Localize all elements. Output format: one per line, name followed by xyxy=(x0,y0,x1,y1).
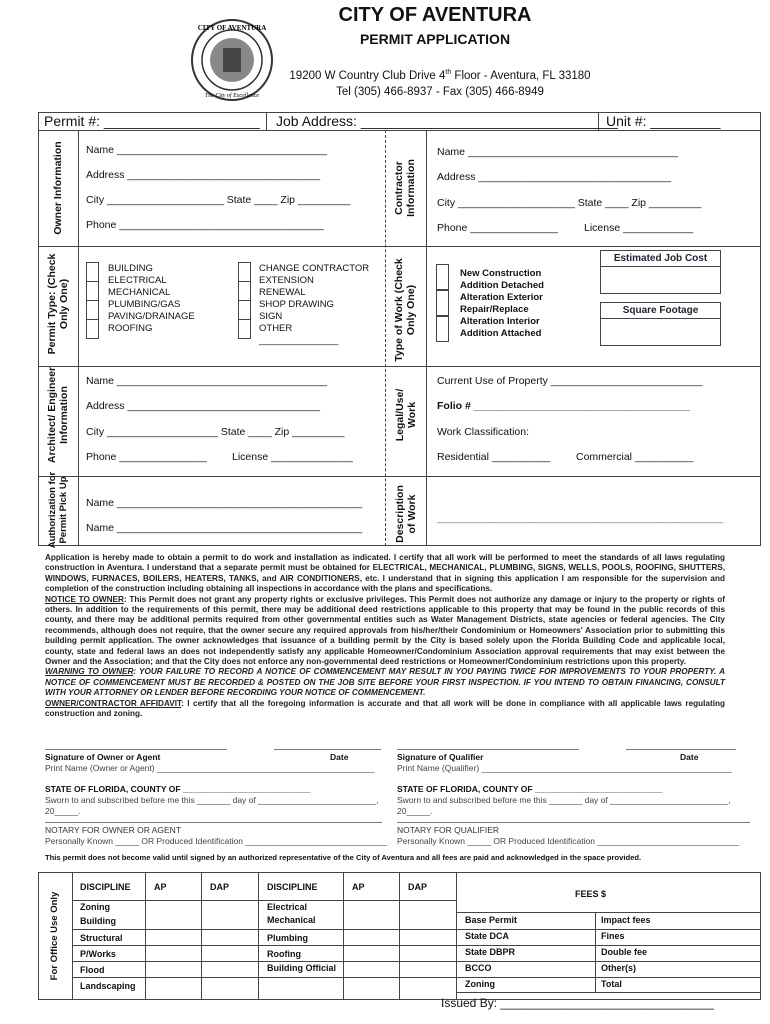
header-discipline-2: DISCIPLINE xyxy=(267,882,318,892)
permit-type-electrical: ELECTRICAL xyxy=(108,275,167,286)
permit-type-checkbox-change-contractor[interactable] xyxy=(238,262,251,282)
permit-type-change-contractor: CHANGE CONTRACTOR xyxy=(259,263,370,274)
legal-use-work-label: Legal/Use/ Work xyxy=(394,388,418,442)
description-of-work-field[interactable]: _________________________________________________ xyxy=(437,512,724,524)
svg-text:The City of Excellence: The City of Excellence xyxy=(204,93,260,99)
qualifier-signature-label[interactable]: Signature of Qualifier xyxy=(397,752,484,762)
discipline-plumbing: Plumbing xyxy=(267,933,308,943)
permit-number-field[interactable]: Permit #: ____________________ xyxy=(44,113,260,129)
permit-type-checkbox-shop-drawing[interactable] xyxy=(238,319,251,339)
fee-state-dca: State DCA xyxy=(465,931,510,941)
work-type-new-construction: New Construction xyxy=(460,268,542,279)
qualifier-year-field[interactable]: 20_____. xyxy=(397,806,433,816)
owner-year-field[interactable]: 20_____. xyxy=(45,806,81,816)
work-type-checkbox-1[interactable] xyxy=(436,264,449,290)
discipline-landscaping: Landscaping xyxy=(80,981,136,991)
permit-type-renewal: RENEWAL xyxy=(259,287,306,298)
contractor-phone-field[interactable]: Phone _______________ xyxy=(437,222,558,234)
form-title: PERMIT APPLICATION xyxy=(359,31,511,47)
discipline-building: Building xyxy=(80,916,116,926)
owner-sworn-field[interactable]: Sworn to and subscribed before me this _______ day of _________________________, xyxy=(45,795,379,805)
permit-type-other-field[interactable]: _______________ xyxy=(259,335,339,346)
architect-address-field[interactable]: Address _________________________________ xyxy=(86,400,321,412)
architect-phone-field[interactable]: Phone _______________ xyxy=(86,451,207,463)
folio-number-field[interactable]: Folio # _____________________________________ xyxy=(437,400,690,412)
contractor-information-label: Contractor Information xyxy=(393,159,417,217)
issued-by-field[interactable]: Issued By: ________________________________ xyxy=(441,996,714,1010)
fees-header: FEES $ xyxy=(575,889,607,899)
work-type-alteration-exterior: Alteration Exterior xyxy=(460,292,543,303)
permit-type-shop-drawing: SHOP DRAWING xyxy=(259,299,334,310)
fee-zoning: Zoning xyxy=(465,979,495,989)
current-use-field[interactable]: Current Use of Property __________________________ xyxy=(437,375,703,387)
architect-city-state-zip-field[interactable]: City ___________________ State ____ Zip _________ xyxy=(86,426,345,438)
work-type-addition-attached: Addition Attached xyxy=(460,328,542,339)
fee-impact-fees: Impact fees xyxy=(601,915,651,925)
permit-type-sign: SIGN xyxy=(259,311,283,322)
fee-fines: Fines xyxy=(601,931,625,941)
permit-type-label: Permit Type: (Check Only One) xyxy=(46,253,70,355)
permit-type-extension: EXTENSION xyxy=(259,275,314,286)
permit-type-checkbox-electrical[interactable] xyxy=(86,281,99,301)
header-dap-2: DAP xyxy=(408,882,428,892)
office-use-only-label: For Office Use Only xyxy=(49,891,60,981)
discipline-flood: Flood xyxy=(80,965,105,975)
owner-identification-field[interactable]: Personally Known _____ OR Produced Identification ______________________________ xyxy=(45,836,388,846)
authorized-name-1-field[interactable]: Name __________________________________________ xyxy=(86,497,363,509)
permit-type-building: BUILDING xyxy=(108,263,153,274)
qualifier-state-county-field[interactable]: STATE OF FLORIDA, COUNTY OF ___________________________ xyxy=(397,784,663,794)
fee-others: Other(s) xyxy=(601,963,637,973)
discipline-mechanical: Mechanical xyxy=(267,915,316,925)
estimated-job-cost-label: Estimated Job Cost xyxy=(613,253,708,264)
header-dap-1: DAP xyxy=(210,882,230,892)
permit-type-checkbox-mechanical[interactable] xyxy=(86,300,99,320)
permit-type-plumbing-gas: PLUMBING/GAS xyxy=(108,299,181,310)
contractor-license-field[interactable]: License ____________ xyxy=(584,222,694,234)
discipline-zoning: Zoning xyxy=(80,902,110,912)
header-discipline-1: DISCIPLINE xyxy=(80,882,131,892)
qualifier-print-name-field[interactable]: Print Name (Qualifier) _____________________________________________________ xyxy=(397,763,733,773)
permit-type-paving-drainage: PAVING/DRAINAGE xyxy=(108,311,195,322)
city-phone-fax: Tel (305) 466-8937 - Fax (305) 466-8949 xyxy=(336,86,544,98)
architect-name-field[interactable]: Name ____________________________________ xyxy=(86,375,328,387)
qualifier-notary-label: NOTARY FOR QUALIFIER xyxy=(397,825,500,835)
square-footage-label: Square Footage xyxy=(622,305,699,316)
header-ap-1: AP xyxy=(154,882,167,892)
fee-total: Total xyxy=(601,979,622,989)
discipline-roofing: Roofing xyxy=(267,949,301,959)
work-type-repair-replace: Repair/Replace xyxy=(460,304,529,315)
application-terms-text: Application is hereby made to obtain a permit to do work and installation as indicated. I certify that all work will be performed to meet the standards of all laws regulating construction in Aventura. I understand that a separate permit must be obtained for ELECTRICAL, MECHANICAL, PLUMBING, SIGNS, WELLS, POOLS, ROOFING, SHUTTERS, WINDOWS, FURNACES, BOILERS, HEATERS, TANKS, and AIR CONDITIONERS, etc. I understand that in signing this application I am responsible for the supervision and completion of the construction including obtaining all inspections in accordance with the plans and specifications. NOTICE TO OWNER: This Permit does not grant any property rights or exclusive privileges. This Permit does not authorize any damage or injury to the property or rights of others. In addition to the requirements of this permit, there may be additional deed restrictions applicable to this property that may be found in the public records of this county, and there may be additional permits required from other governmental entities such as Water Management Districts, state agencies or federal agencies. The City recommends, although does not require, that the owner secure any required approvals from his/her/their Condominium or Homeowners' Association prior to submitting this building permit application. The owner acknowledges that issuance of a building permit by the City is based solely upon the Florida Building Code and applicable local, county, state and federal laws an does not independently satisfy any applicable Homeowner/Condominium Association approval requirements that may exist between the Owner and the Association; and that the City does not enforce any non-governmental deed restrictions or Homeowner/Condominium restrictions upon this property. WARNING TO OWNER: YOUR FAILURE TO RECORD A NOTICE OF COMMENCEMENT MAY RESULT IN YOU PAYING TWICE FOR IMPROVEMENTS TO YOUR PROPERTY. A NOTICE OF COMMENCEMENT MUST BE RECORDED & POSTED ON THE JOB SITE BEFORE YOUR FIRST INSPECTION. IF YOU INTEND TO OBTAIN FINANCING, CONSULT WITH YOUR ATTORNEY OR LENDER BEFORE RECORDING YOUR NOTICE OF COMMENCEMENT. OWNER/CONTRACTOR AFFIDAVIT: I certify that all the foregoing information is accurate and that all work will be done in compliance with all applicable laws regulating construction and zoning. xyxy=(45,553,725,719)
discipline-structural: Structural xyxy=(80,933,123,943)
discipline-electrical: Electrical xyxy=(267,902,308,912)
city-seal-logo xyxy=(190,18,274,102)
qualifier-date-label[interactable]: Date xyxy=(680,752,699,762)
owner-signature-label[interactable]: Signature of Owner or Agent xyxy=(45,752,161,762)
work-type-checkbox-2[interactable] xyxy=(436,290,449,316)
permit-type-mechanical: MECHANICAL xyxy=(108,287,171,298)
type-of-work-label: Type of Work (Check Only One) xyxy=(393,258,417,362)
permit-type-roofing: ROOFING xyxy=(108,323,153,334)
residential-field[interactable]: Residential __________ xyxy=(437,451,551,463)
owner-date-label[interactable]: Date xyxy=(330,752,349,762)
permit-type-checkbox-building[interactable] xyxy=(86,262,99,282)
architect-license-field[interactable]: License ______________ xyxy=(232,451,353,463)
work-type-checkbox-3[interactable] xyxy=(436,316,449,342)
owner-information-label: Owner Information xyxy=(52,141,64,235)
city-title: CITY OF AVENTURA xyxy=(338,4,532,26)
fee-double-fee: Double fee xyxy=(601,947,648,957)
fee-state-dbpr: State DBPR xyxy=(465,947,516,957)
validity-notice: This permit does not become valid until signed by an authorized representative of the City of Aventura and all fees are paid and acknowledged in the space provided. xyxy=(45,853,642,862)
contractor-city-state-zip-field[interactable]: City ____________________ State ____ Zip _________ xyxy=(437,197,702,209)
fee-bcco: BCCO xyxy=(465,963,492,973)
svg-text:CITY OF AVENTURA: CITY OF AVENTURA xyxy=(197,24,267,32)
owner-notary-label: NOTARY FOR OWNER OR AGENT xyxy=(45,825,182,835)
commercial-field[interactable]: Commercial __________ xyxy=(576,451,694,463)
discipline-building-official: Building Official xyxy=(267,963,336,973)
contractor-address-field[interactable]: Address _________________________________ xyxy=(437,171,672,183)
job-address-field[interactable]: Job Address: _________________________________ xyxy=(276,113,618,129)
authorized-name-2-field[interactable]: Name __________________________________________ xyxy=(86,522,363,534)
owner-state-county-field[interactable]: STATE OF FLORIDA, COUNTY OF ___________________________ xyxy=(45,784,311,794)
contractor-name-field[interactable]: Name ____________________________________ xyxy=(437,146,679,158)
work-type-addition-detached: Addition Detached xyxy=(460,280,544,291)
permit-type-checkbox-renewal[interactable] xyxy=(238,300,251,320)
permit-type-checkbox-plumbing[interactable] xyxy=(86,319,99,339)
unit-number-field[interactable]: Unit #: _________ xyxy=(606,113,721,129)
qualifier-sworn-field[interactable]: Sworn to and subscribed before me this _______ day of _________________________, xyxy=(397,795,731,805)
city-address: 19200 W Country Club Drive 4th Floor - Aventura, FL 33180 xyxy=(289,69,591,82)
architect-engineer-label: Architect/ Engineer Information xyxy=(46,366,70,464)
discipline-pworks: P/Works xyxy=(80,949,116,959)
owner-print-name-field[interactable]: Print Name (Owner or Agent) ______________________________________________ xyxy=(45,763,375,773)
work-classification-label: Work Classification: xyxy=(437,426,529,438)
owner-address-field[interactable]: Address _________________________________ xyxy=(86,169,321,181)
authorization-pick-up-label: Authorization for Permit Pick Up xyxy=(47,471,69,549)
fee-base-permit: Base Permit xyxy=(465,915,518,925)
owner-name-field[interactable]: Name ____________________________________ xyxy=(86,144,328,156)
owner-city-state-zip-field[interactable]: City ____________________ State ____ Zip _________ xyxy=(86,194,351,206)
permit-type-checkbox-extension[interactable] xyxy=(238,281,251,301)
owner-phone-field[interactable]: Phone ___________________________________ xyxy=(86,219,324,231)
description-of-work-label: Description of Work xyxy=(394,485,418,543)
permit-type-other: OTHER xyxy=(259,323,293,334)
header-ap-2: AP xyxy=(352,882,365,892)
qualifier-identification-field[interactable]: Personally Known _____ OR Produced Identification ______________________________ xyxy=(397,836,740,846)
work-type-alteration-interior: Alteration Interior xyxy=(460,316,540,327)
